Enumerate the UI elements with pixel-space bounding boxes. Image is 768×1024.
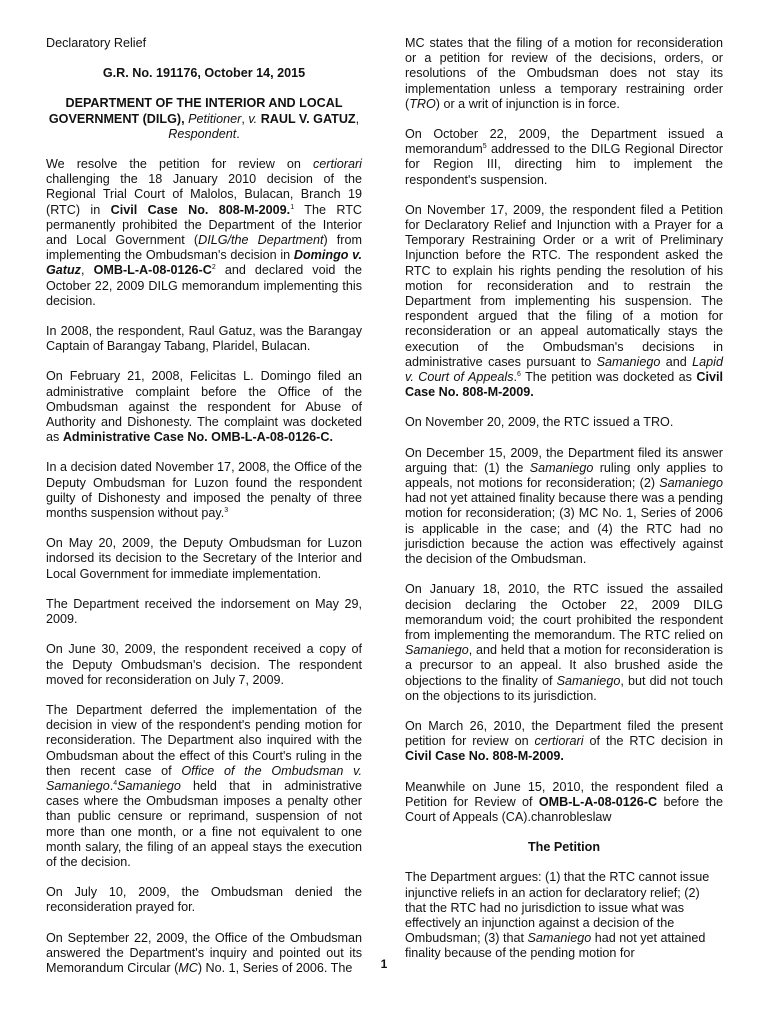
paragraph: On February 21, 2008, Felicitas L. Domingo filed an administrative complaint before the Office of the Ombudsman against the respondent for Abuse of Authority and Dishonesty. The complaint was docketed as Administrative Case No. OMB-L-A-08-0126-C. [46,369,362,445]
paragraph: We resolve the petition for review on certiorari challenging the 18 January 2010 decision of the Regional Trial Court of Malolos, Bulacan, Branch 19 (RTC) in Civil Case No. 808-M-2009.$^1$ The RTC permanently prohibited the Department of the Interior and Local Government (DILG/the Department) from implementing the Ombudsman's decision in Domingo v. Gatuz, OMB-$L-A-08-0126-C^2$ and declared void the October 22, 2009 DILG memorandum implementing this decision. [46,157,363,308]
paragraph: In a decision dated November 17, 2008, the Office of the Deputy Ombudsman for Luzon found the respondent guilty of Dishonesty and imposed the penalty of three months suspension without pay.$^3$ [46,460,362,521]
paragraph: In 2008, the respondent, Raul Gatuz, was the Barangay Captain of Barangay Tabang, Plaridel, Bulacan. [46,324,362,354]
paragraph: The Department argues: (1) that the RTC cannot issue injunctive reliefs in an action for declaratory relief; (2) that the RTC had no jurisdiction to issue what was effectively an injunction against a decision of the Ombudsman; (3) that Samaniego had not yet attained finality because of the pending motion for [405,870,710,961]
paragraph: On October 22, 2009, the Department issued a memorandum$^5$ addressed to the DILG Regional Director for Region III, directing him to implement the respondent's suspension. [405,127,723,187]
paragraph: On September 22, 2009, the Office of the Ombudsman answered the Department's inquiry and pointed out its Memorandum Circular (MC) No. 1, Series of 2006. The [46,930,362,975]
paragraph: On November 20, 2009, the RTC issued a TRO. [405,415,674,430]
page-number: 1 [380,957,388,971]
left-column [46,36,362,991]
paragraph: On January 18, 2010, the RTC issued the assailed decision declaring the October 22, 2009 DILG memorandum void; the court prohibited the respondent from implementing the memorandum. The RTC relied on Samaniego, and held that a motion for reconsideration is a precursor to an appeal. It also brushed aside the objections to the finality of Samaniego, but did not touch on the objections to its jurisdiction. [405,582,723,703]
paragraph: On July 10, 2009, the Ombudsman denied the reconsideration prayed for. [46,885,362,915]
right-column [405,36,723,977]
paragraph: On December 15, 2009, the Department filed its answer arguing that: (1) the Samaniego ruling only applies to appeals, not motions for reconsideration; (2) Samaniego had not yet attained finality because there was a pending motion for reconsideration; (3) MC No. 1, Series of 2006 is applicable in the case; and (4) the RTC had no jurisdiction because the action was effectively against the decision of the Ombudsman. [405,445,723,567]
doc-type: Declaratory Relief [46,36,147,50]
paragraph: On June 30, 2009, the respondent received a copy of the Deputy Ombudsman's decision. The respondent moved for reconsideration on July 7, 2009. [46,642,362,687]
case-parties: DEPARTMENT OF THE INTERIOR AND LOCAL GOVERNMENT (DILG), Petitioner, v. RAUL V. GATUZ, Respondent. [48,96,360,141]
paragraph: The Department deferred the implementation of the decision in view of the respondent's pending motion for reconsideration. The Department also inquired with the Ombudsman about the effect of this Court's ruling in the then recent case of Office of the Ombudsman v. Samaniego.$^4$Samaniego held that in administrative cases where the Ombudsman imposes a penalty other than public censure or reprimand, suspension of not more than one month, or a fine not equivalent to one month salary, the filing of an appeal stays the execution of the decision. [46,702,362,869]
section-heading: The Petition [527,840,601,855]
paragraph: The Department received the indorsement on May 29, 2009. [46,596,362,627]
paragraph: MC states that the filing of a motion for reconsideration or a petition for review of the decisions, orders, or resolutions of the Ombudsman does not stay its implementation unless a temporary restraining order (TRO) or a writ of injunction is in force. [405,36,723,111]
paragraph: On November 17, 2009, the respondent filed a Petition for Declaratory Relief and Injunction with a Prayer for a Temporary Restraining Order or a writ of Preliminary Injunction before the RTC. The respondent asked the RTC to explain his rights pending the resolution of his motion for reconsideration and to restrain the Department from implementing his suspension. The respondent argued that the filing of a motion for reconsideration or an appeal automatically stays the execution of the Ombudsman's decisions in administrative cases pursuant to Samaniego and Lapid v. Court of Appeals.$^6$ The petition was docketed as Civil Case No. 808-M-2009. [405,202,723,400]
case-number: G.R. No. 191176, October 14, 2015 [102,66,306,81]
paragraph: Meanwhile on June 15, 2010, the respondent filed a Petition for Review of OMB-L-A-08-0126-C before the Court of Appeals (CA).chanrobleslaw [405,779,723,824]
paragraph: On March 26, 2010, the Department filed the present petition for review on certiorari of the RTC decision in Civil Case No. 808-M-2009. [405,718,724,764]
paragraph: On May 20, 2009, the Deputy Ombudsman for Luzon indorsed its decision to the Secretary of the Interior and Local Government for immediate implementation. [46,536,362,581]
